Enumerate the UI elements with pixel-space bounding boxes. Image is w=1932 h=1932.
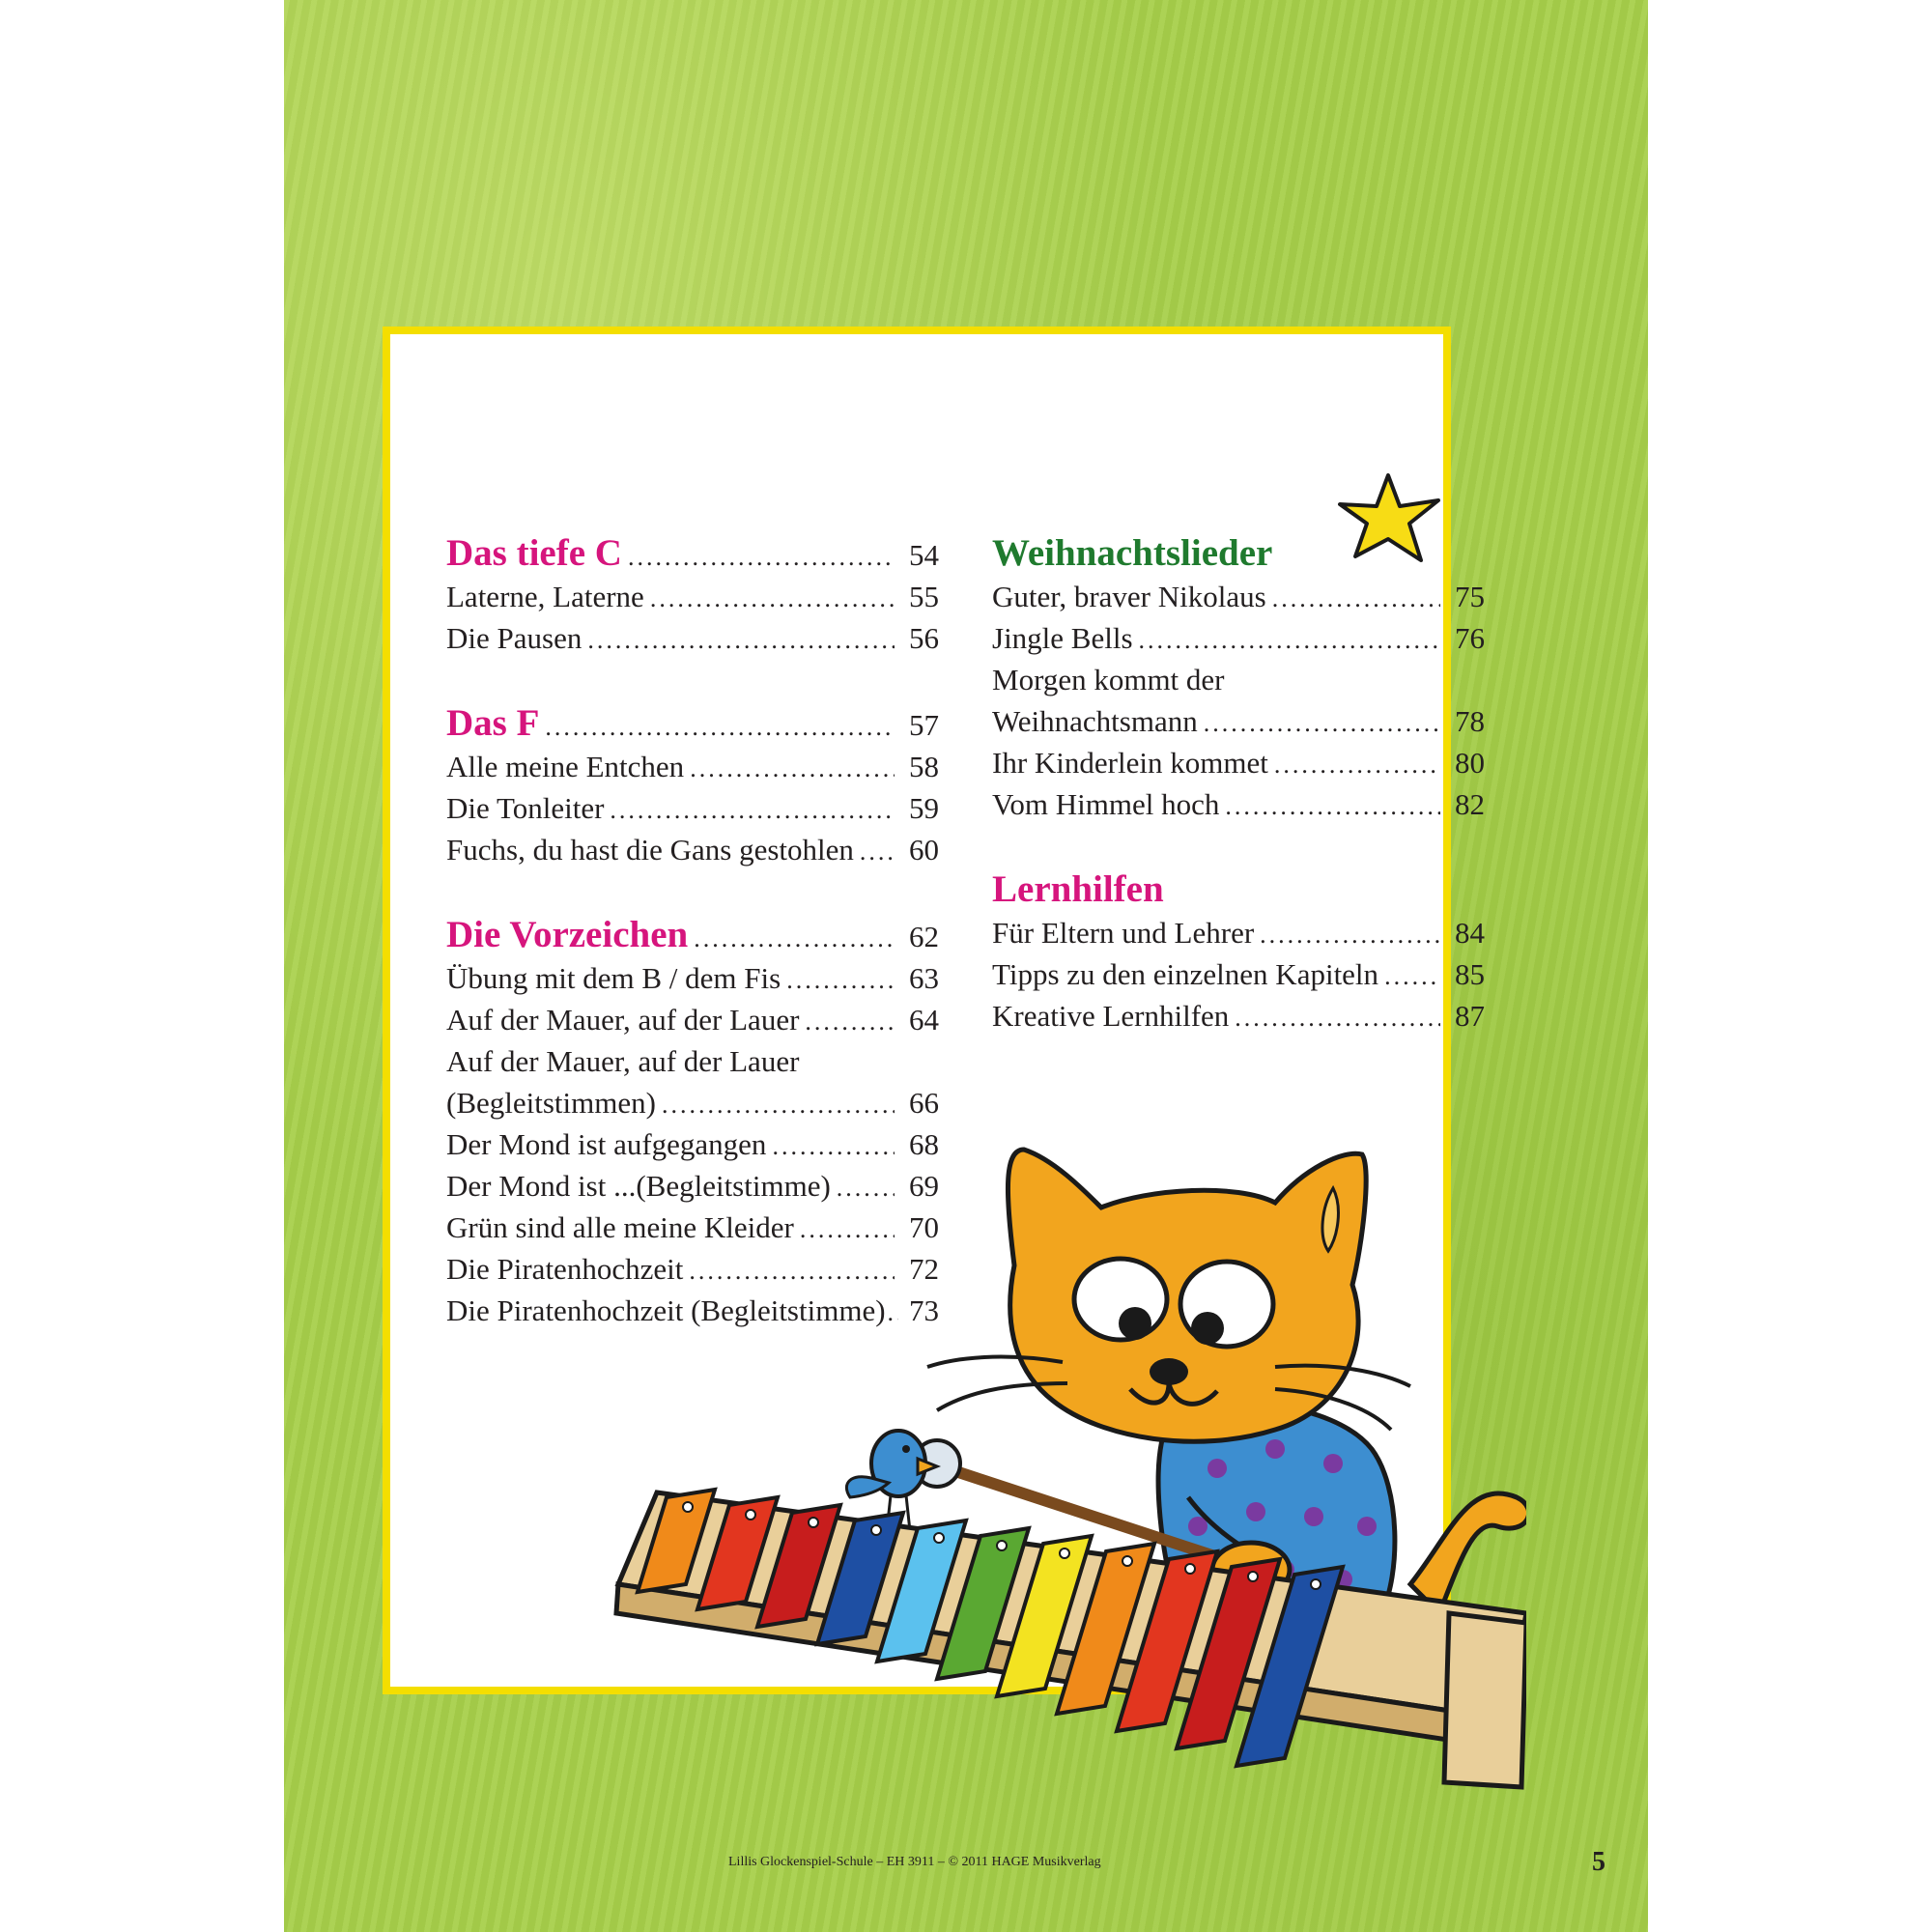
entry-title: Jingle Bells [992, 621, 1133, 655]
page-number: 69 [909, 1169, 939, 1203]
toc-entry[interactable] [992, 580, 1485, 621]
section-heading-text: Das tiefe C [446, 532, 622, 574]
entry-title: Kreative Lernhilfen [992, 999, 1230, 1033]
entry-title-continued: Weihnachtsmann [992, 704, 1198, 738]
entry-title: Auf der Mauer, auf der Lauer [446, 1044, 800, 1078]
section-heading-text: Lernhilfen [992, 868, 1164, 910]
dot-leader [694, 920, 895, 954]
page-number: 58 [909, 750, 939, 783]
toc-section-das-f [446, 701, 939, 874]
dot-leader [650, 580, 895, 614]
entry-title: Übung mit dem B / dem Fis [446, 961, 781, 995]
toc-entry[interactable] [446, 1003, 939, 1044]
toc-entry-line2[interactable] [992, 704, 1485, 746]
page-number-footer: 5 [1592, 1847, 1605, 1877]
toc-entry[interactable] [446, 621, 939, 663]
page-number: 59 [909, 791, 939, 825]
toc-section-lernhilfen [992, 867, 1485, 1040]
dot-leader [628, 538, 895, 573]
section-heading[interactable] [446, 913, 939, 961]
dot-leader [610, 791, 895, 826]
dot-leader [1139, 621, 1440, 656]
toc-entry[interactable] [992, 916, 1485, 957]
page-number: 66 [909, 1086, 939, 1120]
toc-entry[interactable] [446, 961, 939, 1003]
toc-section-das-tiefe-c [446, 531, 939, 663]
page-number: 80 [1455, 746, 1485, 780]
page-number: 87 [1455, 999, 1485, 1033]
page-number: 57 [909, 708, 939, 742]
page-number: 64 [909, 1003, 939, 1037]
page-number: 60 [909, 833, 939, 867]
toc-entry[interactable] [992, 957, 1485, 999]
entry-title: Die Tonleiter [446, 791, 605, 825]
dot-leader [1235, 999, 1440, 1034]
dot-leader [662, 1086, 895, 1121]
page-number: 78 [1455, 704, 1485, 738]
page-number: 84 [1455, 916, 1485, 950]
entry-title: Tipps zu den einzelnen Kapiteln [992, 957, 1379, 991]
entry-title: Die Piratenhochzeit [446, 1252, 684, 1286]
page-number: 73 [909, 1293, 939, 1327]
entry-title: Auf der Mauer, auf der Lauer [446, 1003, 800, 1037]
entry-title: Der Mond ist ...(Begleitstimme) [446, 1169, 831, 1203]
dot-leader [690, 750, 895, 784]
dot-leader [545, 708, 895, 743]
toc-entry-line2[interactable] [446, 1086, 939, 1127]
dot-leader [1272, 580, 1440, 614]
toc-entry[interactable] [446, 791, 939, 833]
toc-entry-line1[interactable] [992, 663, 1485, 704]
toc-entry[interactable] [992, 746, 1485, 787]
entry-title: Vom Himmel hoch [992, 787, 1220, 821]
page-number: 62 [909, 920, 939, 953]
entry-title: Die Pausen [446, 621, 582, 655]
toc-entry[interactable] [992, 621, 1485, 663]
section-heading[interactable] [446, 701, 939, 750]
star-icon [1338, 471, 1444, 568]
page-number: 82 [1455, 787, 1485, 821]
entry-title: Für Eltern und Lehrer [992, 916, 1255, 950]
cat-glockenspiel-illustration [599, 1130, 1526, 1826]
entry-title: Fuchs, du hast die Gans gestohlen [446, 833, 854, 867]
toc-entry[interactable] [446, 750, 939, 791]
page-number: 54 [909, 538, 939, 572]
toc-column-right [992, 531, 1485, 1079]
page-number: 63 [909, 961, 939, 995]
toc-entry[interactable] [992, 787, 1485, 829]
section-heading-text: Die Vorzeichen [446, 914, 689, 955]
toc-entry[interactable] [992, 999, 1485, 1040]
toc-entry[interactable] [446, 580, 939, 621]
entry-title-continued: (Begleitstimmen) [446, 1086, 656, 1120]
footer-text: Lillis Glockenspiel-Schule – EH 3911 – © 2011 HAGE Musikverlag [728, 1855, 1101, 1869]
page-number: 76 [1455, 621, 1485, 655]
entry-title: Alle meine Entchen [446, 750, 685, 783]
toc-entry[interactable] [446, 833, 939, 874]
dot-leader [786, 961, 895, 996]
page-number: 55 [909, 580, 939, 613]
dot-leader [587, 621, 895, 656]
section-heading[interactable] [446, 531, 939, 580]
entry-title: Guter, braver Nikolaus [992, 580, 1266, 613]
dot-leader [860, 833, 895, 867]
dot-leader [1225, 787, 1440, 822]
section-heading[interactable] [992, 867, 1485, 916]
page-number: 70 [909, 1210, 939, 1244]
section-heading-text: Weihnachtslieder [992, 532, 1273, 574]
dot-leader [1260, 916, 1440, 951]
dot-leader [1204, 704, 1440, 739]
entry-title: Laterne, Laterne [446, 580, 644, 613]
entry-title: Morgen kommt der [992, 663, 1225, 696]
dot-leader [1274, 746, 1440, 781]
entry-title: Grün sind alle meine Kleider [446, 1210, 794, 1244]
page-number: 75 [1455, 580, 1485, 613]
page-number: 56 [909, 621, 939, 655]
entry-title: Die Piratenhochzeit (Begleitstimme) [446, 1293, 886, 1327]
dot-leader [805, 1003, 895, 1037]
entry-title: Ihr Kinderlein kommet [992, 746, 1268, 780]
toc-entry-line1[interactable] [446, 1044, 939, 1086]
entry-title: Der Mond ist aufgegangen [446, 1127, 767, 1161]
toc-section-weihnachtslieder [992, 531, 1485, 829]
section-heading-text: Das F [446, 702, 540, 744]
page-number: 72 [909, 1252, 939, 1286]
page-number: 85 [1455, 957, 1485, 991]
page-number: 68 [909, 1127, 939, 1161]
dot-leader [1384, 957, 1440, 992]
